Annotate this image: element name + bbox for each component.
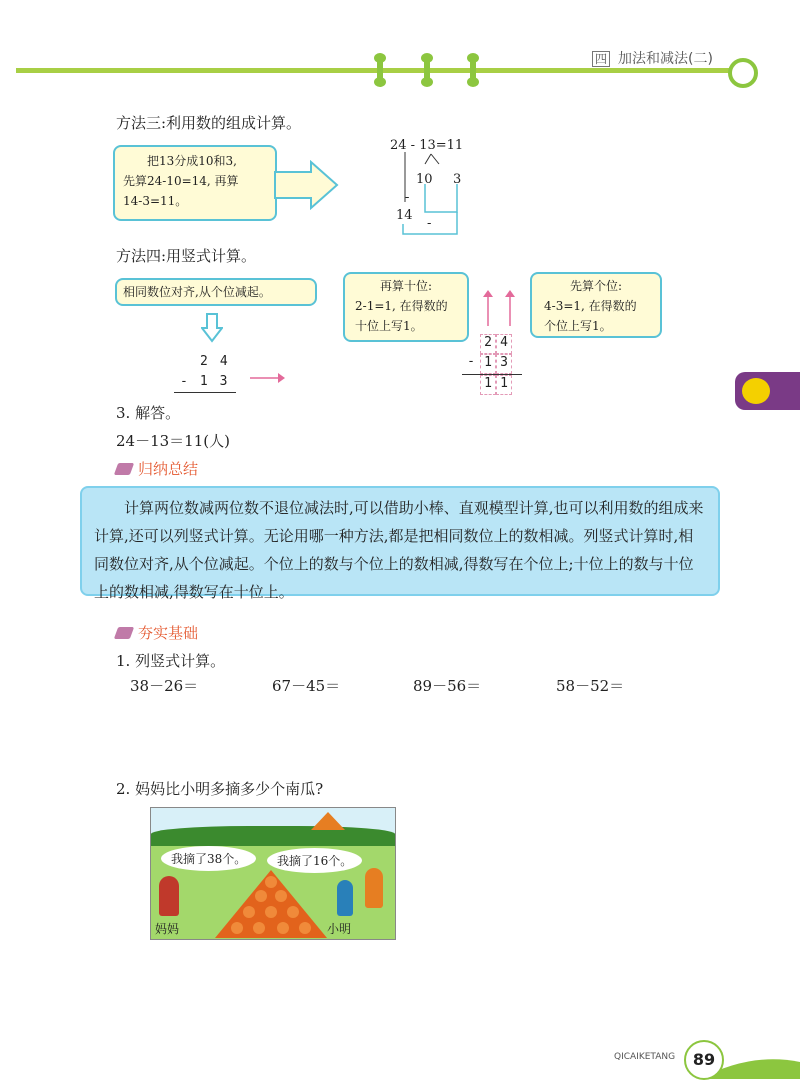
chapter-title: 加法和减法(二) (618, 51, 713, 67)
pumpkin-illustration (150, 807, 396, 940)
hedge (151, 826, 395, 846)
digit: 2 (480, 334, 496, 354)
digit: 1 (496, 375, 512, 395)
summary-box: 计算两位数减两位数不退位减法时,可以借助小棒、直观模型计算,也可以利用数的组成来计算,还可以列竖式计算。无论用哪一种方法,都是把相同数位上的数相减。列竖式计算时,相同数位对齐,从个位减起。个位上的数与个位上的数相减,得数写在个位上;十位上的数与十位上的数相减,得数写在十位上。 (80, 486, 720, 596)
tens-note-line: 再算十位: (379, 279, 433, 293)
down-arrow-icon (201, 313, 223, 343)
speech-bubble-boy: 我摘了16个。 (267, 848, 362, 873)
pink-arrow-icon (250, 372, 286, 384)
tens-note (343, 272, 469, 342)
pumpkin-pile-icon (213, 868, 329, 938)
exercise: 89－56＝ (413, 677, 482, 695)
label-boy: 小明 (327, 922, 352, 936)
method3-note (113, 145, 277, 221)
digit: 4 (496, 334, 512, 354)
chapter-header (592, 48, 713, 68)
up-arrows-icon (480, 290, 520, 328)
chapter-number: 四 (592, 51, 610, 67)
header-ornament-icon (728, 58, 758, 88)
mom-figure (159, 876, 179, 916)
digit: - (180, 374, 188, 389)
place-value-grid (462, 334, 522, 395)
digit: 4 (219, 354, 228, 369)
binder-peg (424, 55, 430, 85)
page-number: 89 (684, 1040, 724, 1080)
ones-note-line: 个位上写1。 (544, 319, 612, 333)
minus-sign: - (405, 190, 410, 205)
exercise: 58－52＝ (556, 677, 625, 695)
question-2: 2. 妈妈比小明多摘多少个南瓜? (116, 780, 324, 798)
question-1: 1. 列竖式计算。 (116, 652, 226, 670)
speech-bubble-mom: 我摘了38个。 (161, 846, 256, 871)
practice-heading (116, 622, 198, 643)
summary-heading-text: 归纳总结 (138, 460, 199, 478)
answer-label: 3. 解答。 (116, 404, 181, 422)
method3-note-line: 14-3=11。 (123, 194, 188, 208)
summary-heading (116, 458, 198, 479)
boy-figure (337, 880, 353, 916)
method3-note-line: 先算24-10=14, 再算 (123, 174, 239, 188)
vertical-calc (172, 352, 236, 397)
digit: 2 (200, 354, 208, 369)
split-ones: 3 (453, 172, 462, 187)
ones-note-line: 4-3=1, 在得数的 (544, 299, 637, 313)
digit: 3 (496, 354, 512, 374)
digit: 1 (480, 354, 496, 374)
digit: 1 (199, 374, 208, 389)
digit: 1 (480, 375, 496, 395)
method4-align-note: 相同数位对齐,从个位减起。 (115, 278, 317, 306)
partial-result: 14 (396, 208, 413, 223)
practice-heading-text: 夯实基础 (138, 624, 199, 642)
binder-peg (377, 55, 383, 85)
ones-note (530, 272, 662, 338)
split-tens: 10 (416, 172, 433, 187)
book-icon (114, 463, 134, 475)
method3-equation: 24 - 13=11 (390, 138, 464, 153)
binder-peg (470, 55, 476, 85)
exercise: 38－26＝ (130, 677, 199, 695)
label-mom: 妈妈 (155, 922, 180, 936)
frog-mascot-icon (742, 378, 770, 404)
tens-note-line: 2-1=1, 在得数的 (355, 299, 448, 313)
answer-text: 24－13＝11(人) (116, 432, 230, 450)
right-arrow-icon (273, 160, 339, 210)
minus-sign: - (427, 216, 432, 231)
tens-note-line: 十位上写1。 (355, 319, 423, 333)
method3-title: 方法三:利用数的组成计算。 (116, 114, 302, 132)
method4-title: 方法四:用竖式计算。 (116, 247, 257, 265)
method3-note-line: 把13分成10和3, (147, 154, 237, 168)
digit: - (467, 354, 475, 369)
ones-note-line: 先算个位: (569, 279, 623, 293)
digit: 3 (219, 374, 228, 389)
book-icon (114, 627, 134, 639)
boy-figure (365, 868, 383, 908)
exercise: 67－45＝ (272, 677, 341, 695)
footer-brand: QICAIKETANG (614, 1052, 676, 1062)
